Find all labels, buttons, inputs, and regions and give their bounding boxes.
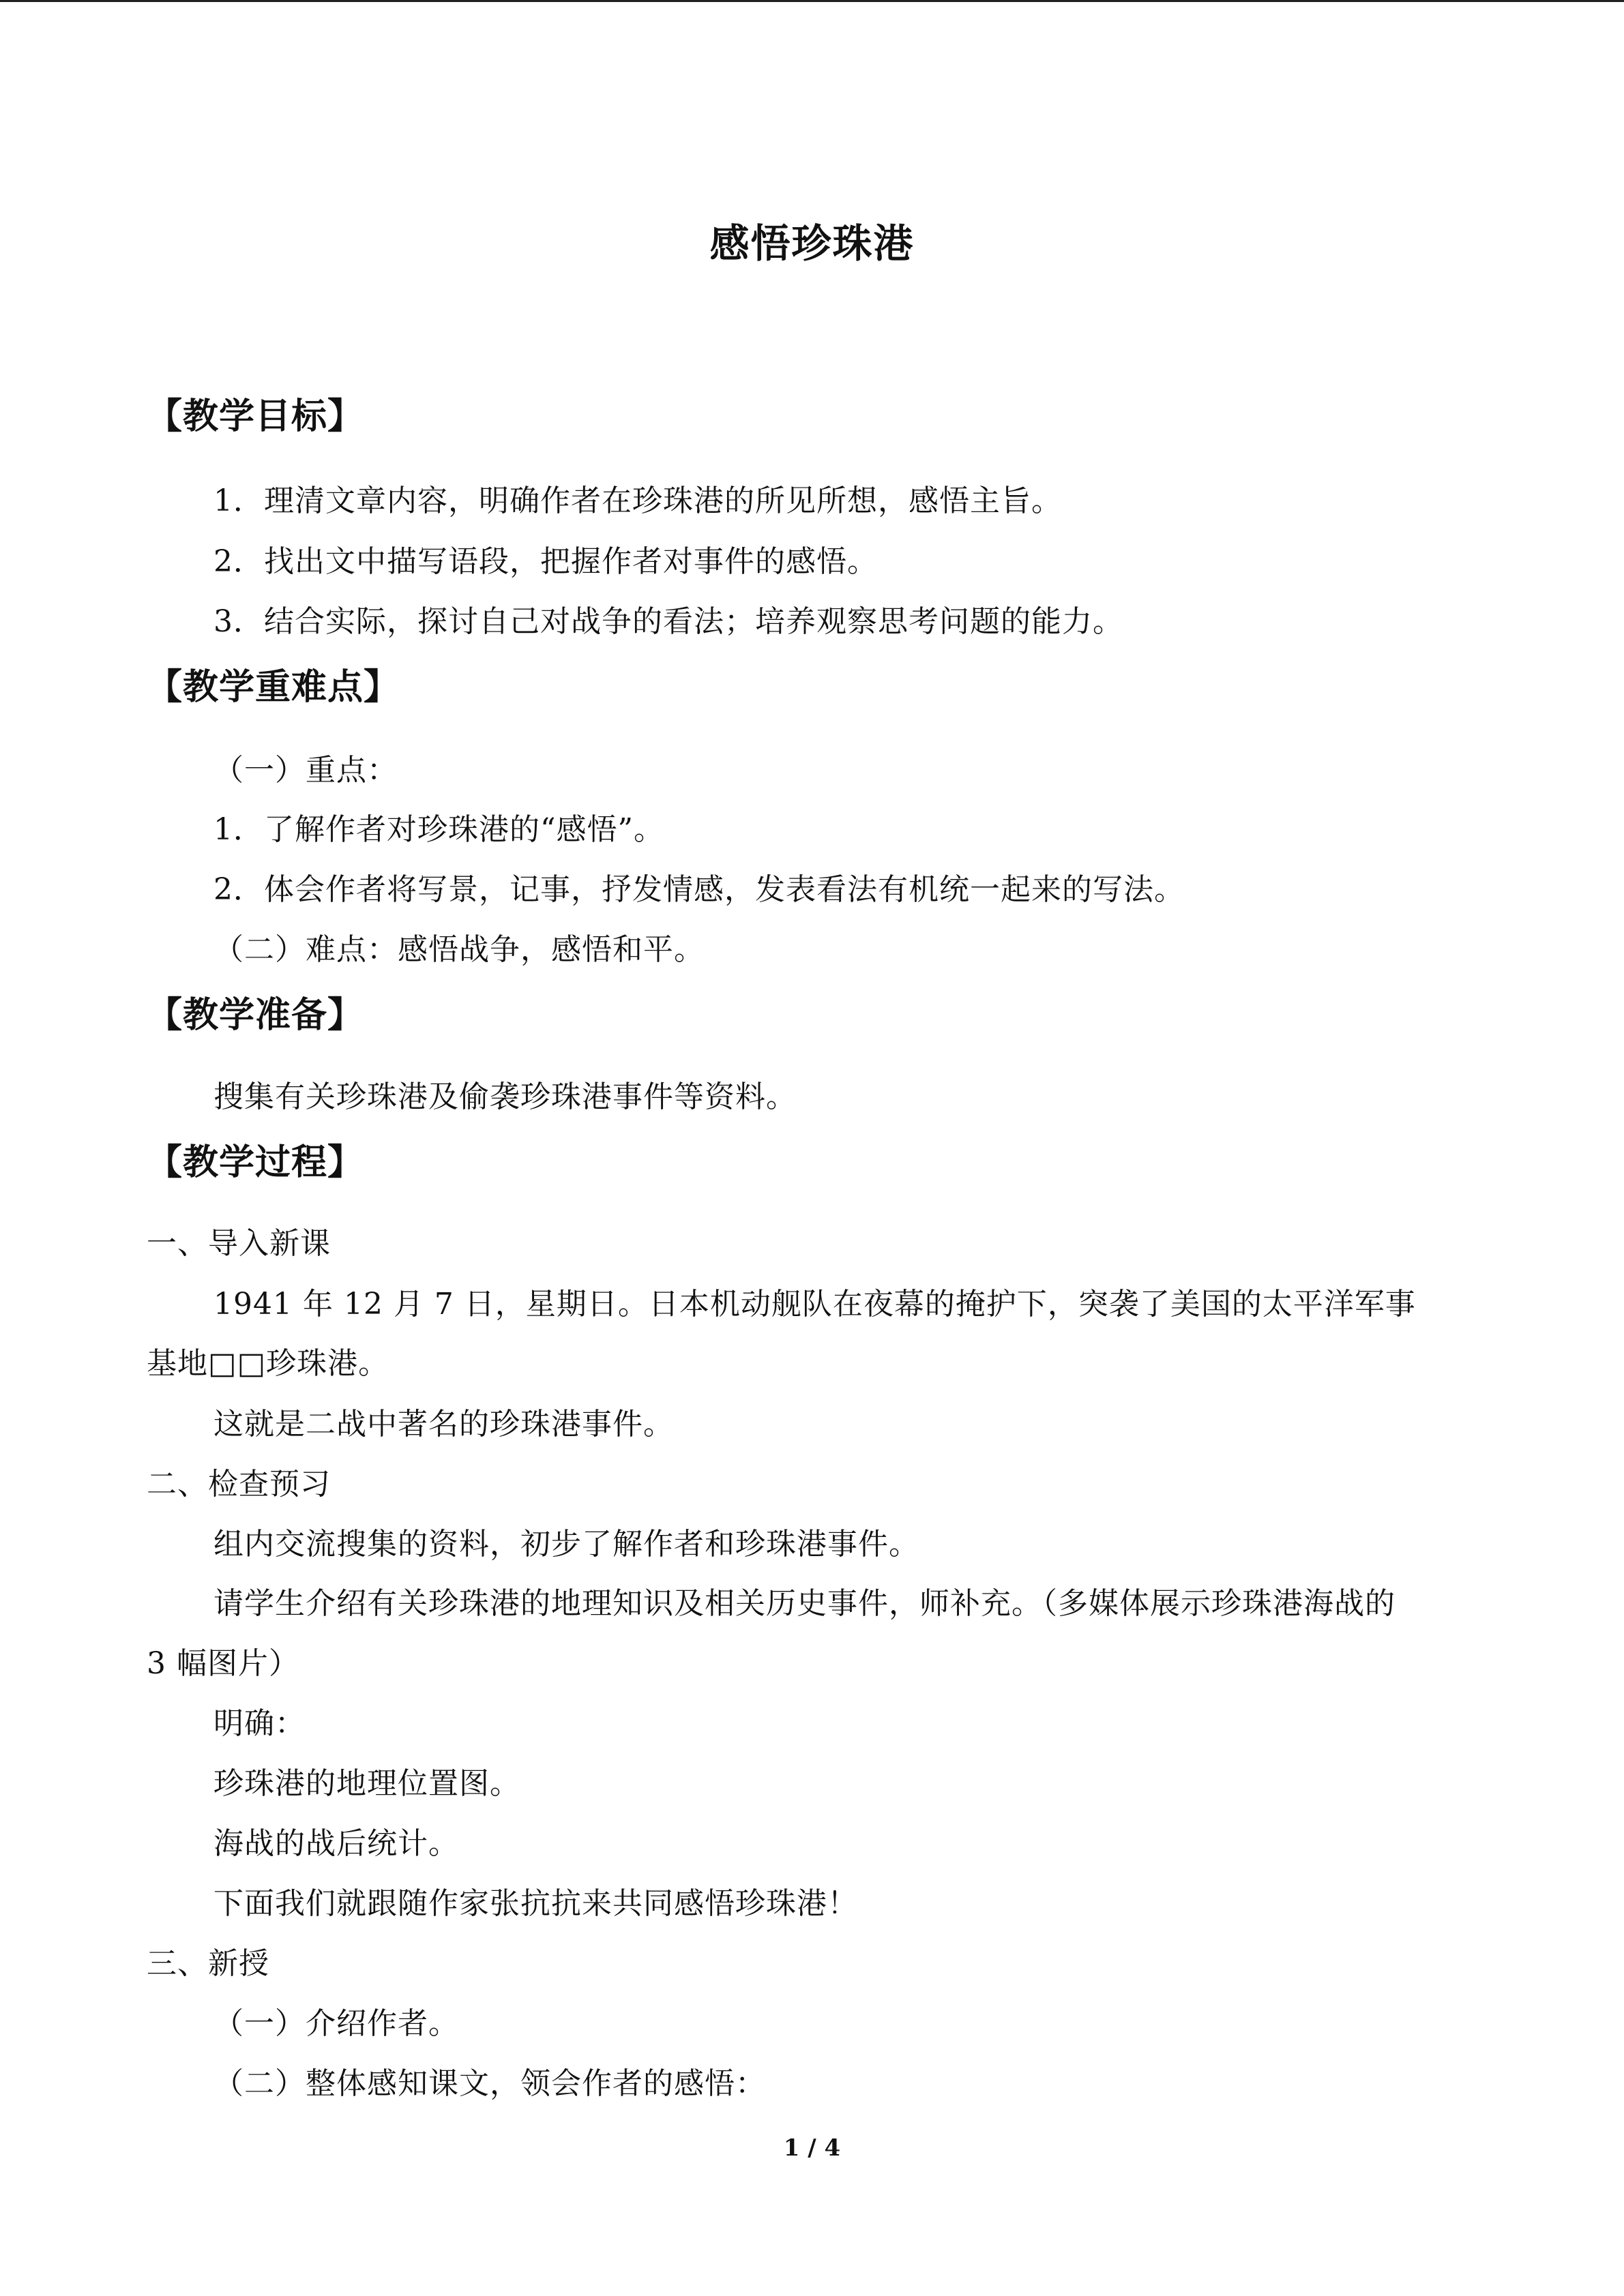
process-line: 3 幅图片）	[147, 1646, 299, 1681]
process-line: 基地□□珍珠港。	[147, 1346, 389, 1381]
goal-item: 1．理清文章内容，明确作者在珍珠港的所见所想，感悟主旨。	[213, 483, 1062, 518]
process-line: 明确：	[213, 1706, 306, 1741]
process-line: 下面我们就跟随作家张抗抗来共同感悟珍珠港！	[213, 1886, 858, 1921]
section-heading-preparation: 【教学准备】	[147, 994, 364, 1036]
process-line: （二）整体感知课文，领会作者的感悟：	[213, 2066, 766, 2101]
goal-item: 3．结合实际，探讨自己对战争的看法；培养观察思考问题的能力。	[213, 604, 1123, 639]
key-point-item: （一）重点：	[213, 753, 398, 788]
process-line: （一）介绍作者。	[213, 2006, 459, 2041]
process-line: 一、导入新课	[147, 1226, 331, 1261]
process-line: 1941 年 12 月 7 日，星期日。日本机动舰队在夜幕的掩护下，突袭了美国的太平洋军事	[213, 1287, 1416, 1322]
preparation-item: 搜集有关珍珠港及偷袭珍珠港事件等资料。	[213, 1079, 797, 1114]
top-border	[0, 0, 1624, 2]
process-line: 组内交流搜集的资料，初步了解作者和珍珠港事件。	[213, 1527, 919, 1562]
process-line: 二、检查预习	[147, 1467, 331, 1502]
goal-item: 2．找出文中描写语段，把握作者对事件的感悟。	[213, 544, 878, 579]
key-point-item: 1．了解作者对珍珠港的“感悟”。	[213, 812, 664, 847]
section-heading-goals: 【教学目标】	[147, 396, 364, 437]
process-line: 请学生介绍有关珍珠港的地理知识及相关历史事件，师补充。（多媒体展示珍珠港海战的	[213, 1586, 1396, 1621]
page-title: 感悟珍珠港	[709, 220, 915, 267]
section-heading-process: 【教学过程】	[147, 1142, 364, 1183]
process-line: 海战的战后统计。	[213, 1826, 459, 1861]
page-indicator: 1 / 4	[783, 2134, 841, 2162]
key-point-item: （二）难点：感悟战争，感悟和平。	[213, 932, 705, 967]
key-point-item: 2．体会作者将写景，记事，抒发情感，发表看法有机统一起来的写法。	[213, 872, 1185, 907]
process-line: 三、新授	[147, 1946, 269, 1981]
section-heading-key-points: 【教学重难点】	[147, 666, 400, 708]
process-line: 这就是二战中著名的珍珠港事件。	[213, 1407, 674, 1442]
process-line: 珍珠港的地理位置图。	[213, 1766, 520, 1801]
